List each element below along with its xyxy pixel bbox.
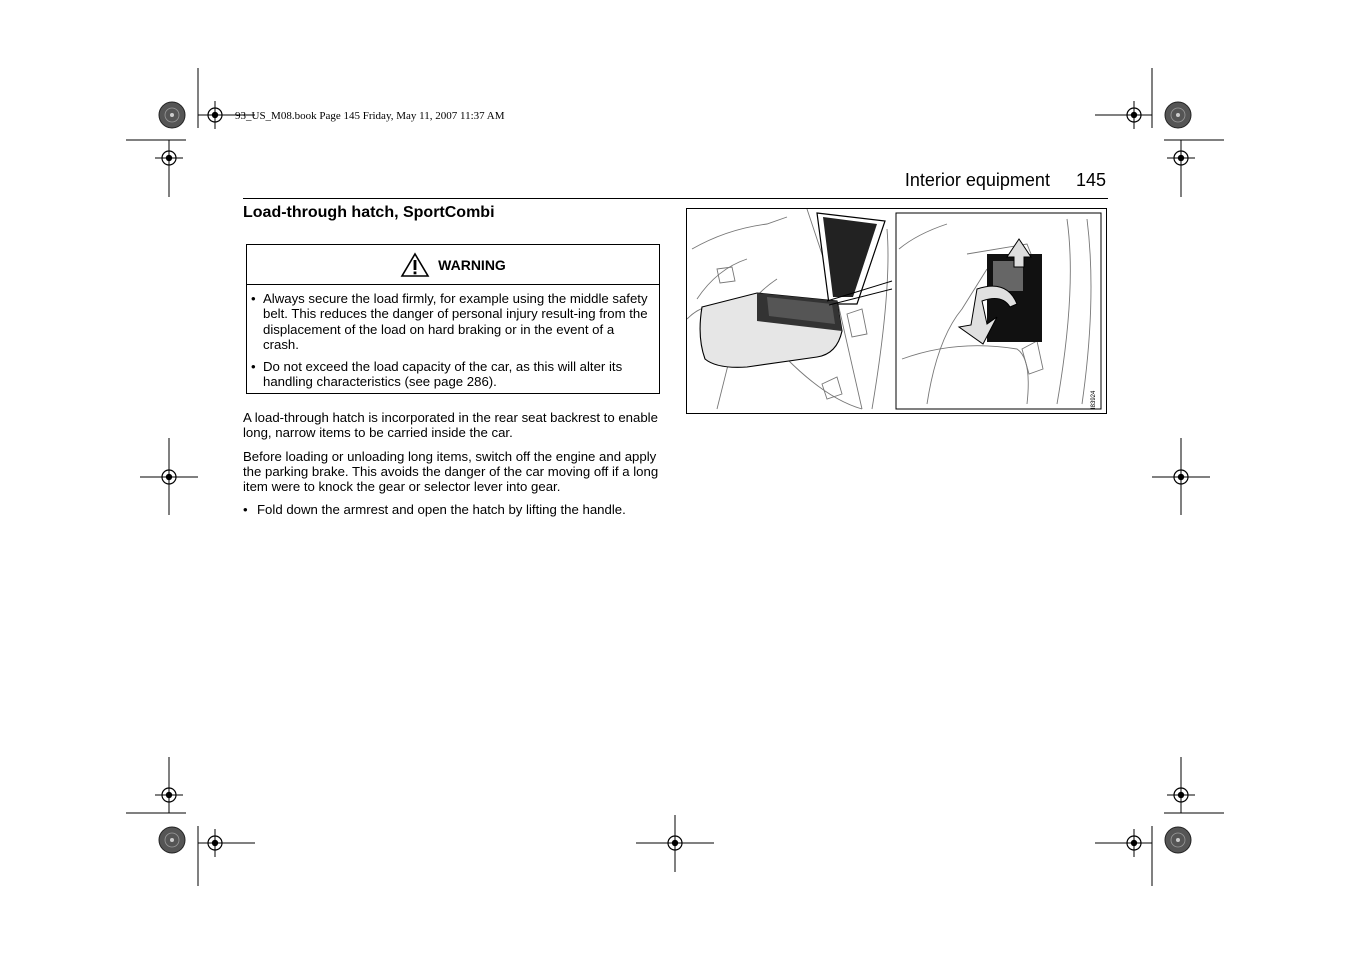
warning-list [247, 285, 659, 390]
print-info: 93_US_M08.book Page 145 Friday, May 11, 2007 11:37 AM [235, 110, 505, 122]
body-text [243, 410, 663, 518]
instruction-bullet: • Fold down the armrest and open the hatch by lifting the handle. [243, 502, 626, 518]
warning-header [247, 245, 659, 285]
paragraph: Before loading or unloading long items, switch off the engine and apply the parking brake. This avoids the danger of the car moving off if a long item were to knock the gear or selector lever into gear. [243, 448, 659, 495]
section-title: Interior equipment [904, 170, 1050, 190]
warning-item: • Do not exceed the load capacity of the car, as this will alter its handling characteristics (see page 286). [251, 359, 623, 390]
warning-item: • Always secure the load firmly, for example using the middle safety belt. This reduces the danger of personal injury result-ing from the displacement of the load on hard braking or in the event of a crash. [251, 291, 648, 352]
warning-triangle-icon [400, 252, 430, 278]
page-number: 145 [1075, 170, 1106, 190]
warning-box [246, 244, 660, 394]
section-heading: Load-through hatch, SportCombi [243, 204, 495, 221]
hatch-illustration [686, 208, 1107, 414]
paragraph: A load-through hatch is incorporated in the rear seat backrest to enable long, narrow items to be carried inside the car. [243, 410, 658, 441]
warning-title: WARNING [438, 256, 506, 273]
header-rule [243, 198, 1108, 199]
illustration-drawing [687, 209, 1106, 413]
figure-id: I83924 [1091, 390, 1097, 409]
running-head [880, 170, 1106, 191]
